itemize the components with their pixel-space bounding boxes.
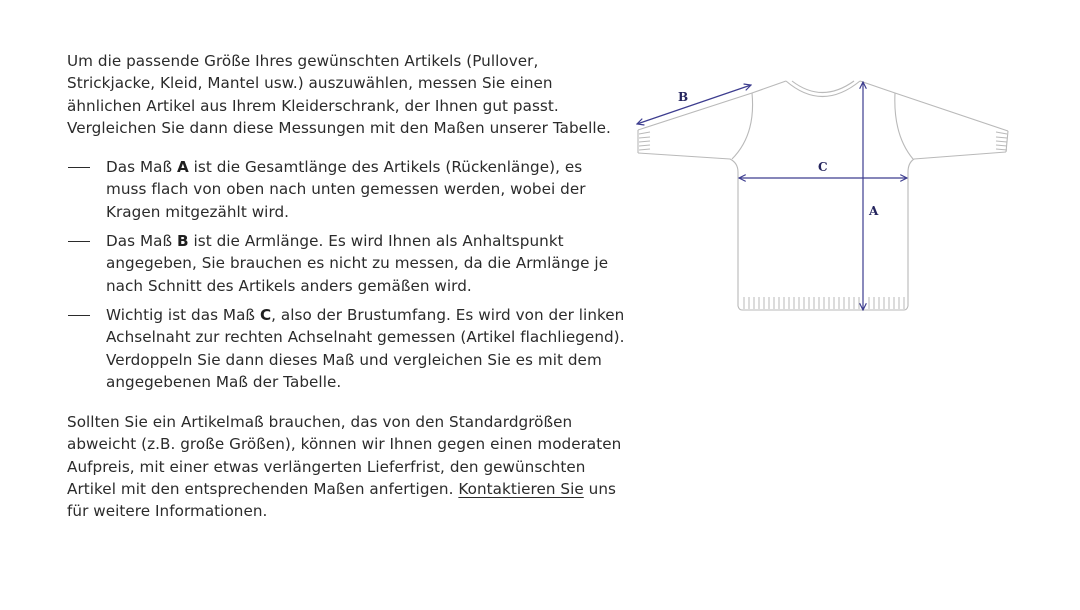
cuff-rib-icon [639,132,1007,150]
measurement-a-key: A [176,158,189,177]
measurement-item-a [67,156,627,223]
measurement-b-after: ist die Armlänge. Es wird Ihnen als Anhaltspunkt angegeben, Sie brauchen es nicht zu messen, da die Armlänge je nach Schnitt des Artikels anders gemäßen wird. [106,232,609,295]
dash-bullet-icon [68,241,90,242]
measurement-item-b [67,230,627,297]
label-b: B [678,90,689,104]
measurement-a-before: Das Maß [106,158,177,177]
size-guide-text [67,50,627,523]
dash-bullet-icon [68,167,90,168]
custom-size-text: Sollten Sie ein Artikelmaß brauchen, das von den Standardgrößen abweicht (z.B. große Größen), können wir Ihnen gegen einen moderaten Aufpreis, mit einer etwas verlängerten Lieferfrist, den gewünschten Artikel mit den entsprechenden Maßen anfertigen. [67,413,622,499]
sweater-outline-icon [638,81,1008,310]
contact-link[interactable]: Kontaktieren Sie [458,480,584,499]
measurement-b-key: B [176,232,189,251]
hem-rib-icon [744,297,904,309]
measurement-arrows [637,82,907,310]
measurement-c-after: , also der Brustumfang. Es wird von der linken Achselnaht zur rechten Achselnaht gemessen (Artikel flachliegend). Verdoppeln Sie dann dieses Maß und vergleichen Sie es mit dem angegebenen Maß der Tabelle. [106,305,625,391]
measurement-c-key: C [259,305,272,324]
intro-paragraph: Um die passende Größe Ihres gewünschten Artikels (Pullover, Strickjacke, Kleid, Mantel usw.) auszuwählen, messen Sie einen ähnlichen Artikel aus Ihrem Kleiderschrank, der Ihnen gut passt. Vergleichen Sie dann diese Messungen mit den Maßen unserer Tabelle. [67,52,611,137]
measurement-list [67,156,627,393]
label-a: A [869,204,879,218]
label-c: C [818,160,828,174]
custom-size-paragraph [67,411,627,522]
dash-bullet-icon [68,315,90,316]
measurement-c-before: Wichtig ist das Maß [106,305,260,324]
arrow-b-icon [637,85,751,124]
custom-size-suffix: uns für weitere Informationen. [67,480,616,521]
measurement-a-after: ist die Gesamtlänge des Artikels (Rückenlänge), es muss flach von oben nach unten gemessen werden, wobei der Kragen mitgezählt wird. [106,158,586,221]
measurement-b-before: Das Maß [106,232,177,251]
measurement-item-c [67,304,627,393]
